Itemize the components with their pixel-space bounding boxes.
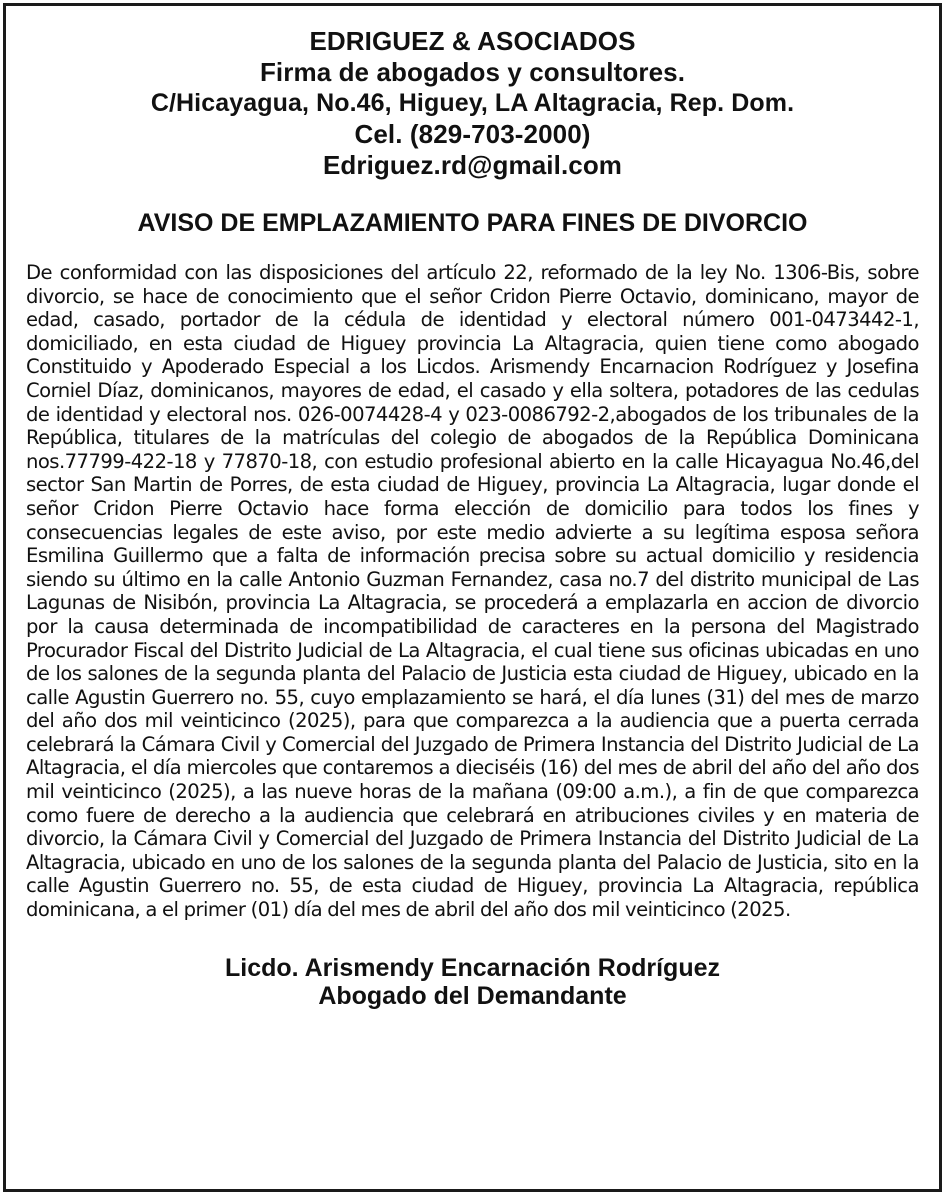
notice-body: De conformidad con las disposiciones del artículo 22, reformado de la ley No. 1306-Bis, sobre divorcio, se hace de conocimiento que el señor Cridon Pierre Octavio, dominicano, mayor de edad, casado, portador de la cédula de identidad y electoral número 001-0473442-1, domiciliado, en esta ciudad de Higuey provincia La Altagracia, quien tiene como abogado Constituido y Apoderado Especial a los Licdos. Arismendy Encarnacion Rodríguez y Josefina Corniel Díaz, dominicanos, mayores de edad, el casado y ella soltera, potadores de las cedulas de identidad y electoral nos. 026-0074428-4 y 023-0086792-2,abogados de los tribunales de la República, titulares de la matrículas del colegio de abogados de la República Dominicana nos.77799-422-18 y 77870-18, con estudio profesional abierto en la calle Hicayagua No.46,del sector San Martin de Porres, de esta ciudad de Higuey, provincia La Altagracia, lugar donde el señor Cridon Pierre Octavio hace forma elección de domicilio para todos los fines y consecuencias legales de este aviso, por este medio advierte a su legítima esposa señora Esmilina Guillermo que a falta de información precisa sobre su actual domicilio y residencia siendo su último en la calle Antonio Guzman Fernandez, casa no.7 del distrito municipal de Las Lagunas de Nisibón, provincia La Altagracia, se procederá a emplazarla en accion de divorcio por la causa determinada de incompatibilidad de caracteres en la persona del Magistrado Procurador Fiscal del Distrito Judicial de La Altagracia, el cual tiene sus oficinas ubicadas en uno de los salones de la segunda planta del Palacio de Justicia esta ciudad de Higuey, ubicado en la calle Agustin Guerrero no. 55, cuyo emplazamiento se hará, el día lunes (31) del mes de marzo del año dos mil veinticinco (2025), para que comparezca a la audiencia que a puerta cerrada celebrará la Cámara Civil y Comercial del Juzgado de Primera Instancia del Distrito Judicial de La Altagracia, el día miercoles que contaremos a dieciséis (16) del mes de abril del año del año dos mil veinticinco (2025), a las nueve horas de la mañana (09:00 a.m.), a fin de que comparezca como fuere de derecho a la audiencia que celebrará en atribuciones civiles y en materia de divorcio, la Cámara Civil y Comercial del Juzgado de Primera Instancia del Distrito Judicial de La Altagracia, ubicado en uno de los salones de la segunda planta del Palacio de Justicia, sito en la calle Agustin Guerrero no. 55, de esta ciudad de Higuey, provincia La Altagracia, república dominicana, a el primer (01) día del mes de abril del año dos mil veinticinco (2025. <box>26 261 919 922</box>
firm-email: Edriguez.rd@gmail.com <box>322 150 623 180</box>
signature-role: Abogado del Demandante <box>318 981 627 1010</box>
legal-notice <box>3 3 942 1192</box>
notice-title: AVISO DE EMPLAZAMIENTO PARA FINES DE DIVORCIO <box>137 209 808 237</box>
firm-address: C/Hicayagua, No.46, Higuey, LA Altagracia, Rep. Dom. <box>150 89 795 117</box>
firm-description: Firma de abogados y consultores. <box>259 57 686 87</box>
firm-header <box>6 26 939 181</box>
firm-phone: Cel. (829-703-2000) <box>354 119 591 149</box>
signature-name: Licdo. Arismendy Encarnación Rodríguez <box>225 953 720 982</box>
signature-block <box>6 954 939 1010</box>
firm-name: EDRIGUEZ & ASOCIADOS <box>309 26 636 56</box>
